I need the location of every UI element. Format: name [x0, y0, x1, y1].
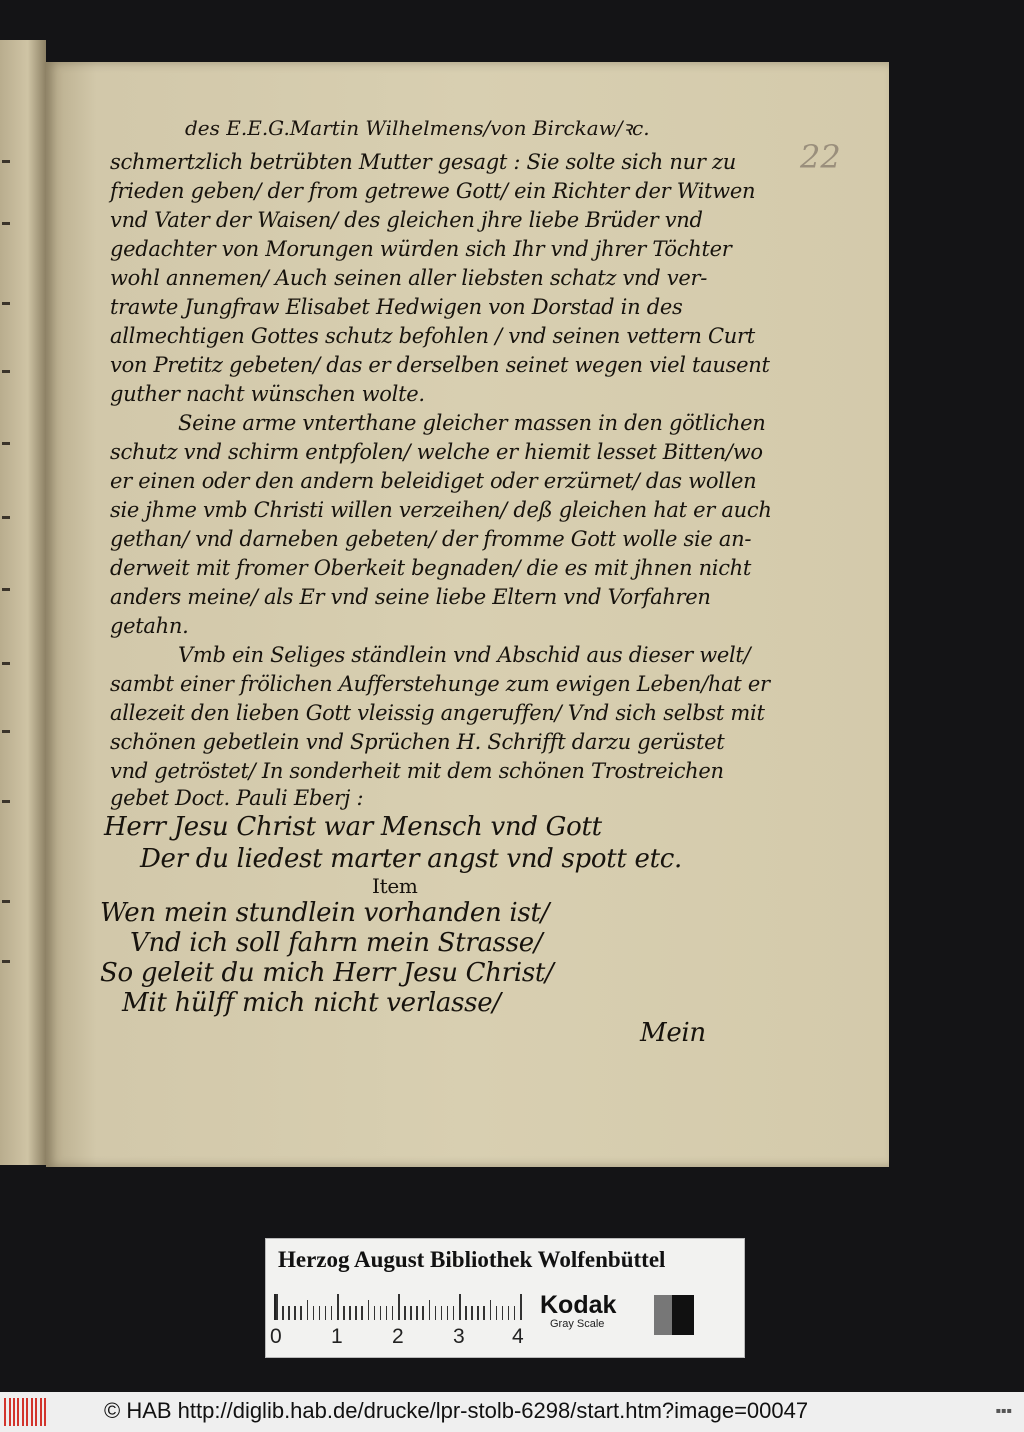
- text-line: gedachter von Morungen würden sich Ihr vnd jhrer Töchter: [110, 237, 732, 261]
- text-line: von Pretitz gebeten/ das er derselben seinet wegen viel tausent: [110, 353, 770, 377]
- footer-url[interactable]: © HAB http://diglib.hab.de/drucke/lpr-stolb-6298/start.htm?image=00047: [104, 1398, 809, 1423]
- logo-bar: [35, 1398, 37, 1426]
- logo-bar: [44, 1398, 46, 1426]
- ruler-tick: [453, 1306, 455, 1320]
- logo-bar: [40, 1398, 42, 1426]
- ruler-tick: [502, 1306, 504, 1320]
- text-line: schmertzlich betrübten Mutter gesagt : Sie solte sich nur zu: [110, 150, 736, 174]
- ruler-tick: [398, 1294, 400, 1320]
- ruler-tick: [325, 1306, 327, 1320]
- color-scale-card: [265, 1238, 745, 1358]
- ruler-tick: [337, 1294, 339, 1320]
- ruler-tick: [361, 1306, 363, 1320]
- ruler-tick: [282, 1306, 284, 1320]
- ruler-tick: [374, 1306, 376, 1320]
- ruler-tick: [386, 1306, 388, 1320]
- verse-line: So geleit du mich Herr Jesu Christ/: [100, 958, 554, 988]
- text-line: guther nacht wünschen wolte.: [110, 382, 425, 406]
- gray-scale-label: Gray Scale: [550, 1318, 605, 1330]
- logo-bar: [4, 1398, 6, 1426]
- text-line: derweit mit fromer Oberkeit begnaden/ die es mit jhnen nicht: [110, 556, 752, 580]
- hab-logo-icon: [4, 1398, 46, 1426]
- text-line: schutz vnd schirm entpfolen/ welche er hiemit lesset Bitten/wo: [110, 440, 763, 464]
- ruler-tick: [404, 1306, 406, 1320]
- ruler-tick: [508, 1306, 510, 1320]
- logo-bar: [9, 1398, 11, 1426]
- ruler-tick: [459, 1294, 461, 1320]
- ruler-tick: [477, 1306, 479, 1320]
- footer-bar: [0, 1392, 1024, 1432]
- verse-line: Der du liedest marter angst vnd spott etc.: [140, 844, 682, 874]
- verse-line: Vnd ich soll fahrn mein Strasse/: [130, 928, 543, 958]
- logo-bar: [17, 1398, 19, 1426]
- text-line: frieden geben/ der from getrewe Gott/ ein Richter der Witwen: [110, 179, 756, 203]
- ruler-number: 2: [392, 1325, 404, 1348]
- ruler-tick: [294, 1306, 296, 1320]
- ruler-tick: [313, 1306, 315, 1320]
- logo-bar: [22, 1398, 24, 1426]
- ruler-tick: [422, 1306, 424, 1320]
- ruler-number: 1: [331, 1325, 343, 1348]
- ruler-tick: [349, 1306, 351, 1320]
- text-line: wohl annemen/ Auch seinen aller liebsten schatz vnd ver-: [110, 266, 708, 290]
- text-line: schönen gebetlein vnd Sprüchen H. Schrifft darzu gerüstet: [110, 730, 725, 754]
- library-name: Herzog August Bibliothek Wolfenbüttel: [278, 1247, 666, 1272]
- ruler-tick: [520, 1294, 522, 1320]
- text-line: er einen oder den andern beleidiget oder erzürnet/ das wollen: [110, 469, 757, 493]
- verse-line: Wen mein stundlein vorhanden ist/: [100, 898, 550, 928]
- ruler-number: 3: [453, 1325, 465, 1348]
- logo-bar: [31, 1398, 33, 1426]
- ruler-tick: [514, 1306, 516, 1320]
- text-line: getahn.: [110, 614, 189, 638]
- ruler-tick: [288, 1306, 290, 1320]
- text-line: sie jhme vmb Christi willen verzeihen/ deß gleichen hat er auch: [110, 498, 772, 522]
- ruler-tick: [331, 1306, 333, 1320]
- ruler-tick: [355, 1306, 357, 1320]
- verse-line: Herr Jesu Christ war Mensch vnd Gott: [104, 812, 602, 842]
- ruler-tick: [343, 1306, 345, 1320]
- ruler-scale: [274, 1294, 526, 1320]
- ruler-tick: [447, 1306, 449, 1320]
- ruler-tick: [307, 1300, 309, 1320]
- ruler-number: 0: [270, 1325, 282, 1348]
- text-line: Seine arme vnterthane gleicher massen in den götlichen: [178, 411, 766, 435]
- text-line: sambt einer frölichen Aufferstehunge zum ewigen Leben/hat er: [110, 672, 770, 696]
- folio-number: 22: [800, 138, 841, 176]
- ruler-tick: [380, 1306, 382, 1320]
- text-line: allmechtigen Gottes schutz befohlen / vnd seinen vettern Curt: [110, 324, 755, 348]
- ruler-tick: [410, 1306, 412, 1320]
- ruler-tick: [465, 1306, 467, 1320]
- ruler-tick: [392, 1306, 394, 1320]
- ruler-tick: [441, 1306, 443, 1320]
- running-head: des E.E.G.Martin Wilhelmens/von Birckaw/ꝛc.: [185, 116, 650, 140]
- logo-bar: [26, 1398, 28, 1426]
- verse-line: Mit hülff mich nicht verlasse/: [122, 988, 501, 1018]
- black-swatch: [672, 1295, 694, 1335]
- text-line: trawte Jungfraw Elisabet Hedwigen von Dorstad in des: [110, 295, 683, 319]
- ruler-tick: [471, 1306, 473, 1320]
- text-line: gebet Doct. Pauli Eberj :: [110, 786, 364, 810]
- item-label: Item: [372, 874, 418, 898]
- ruler-tick: [368, 1300, 370, 1320]
- ruler-tick: [435, 1306, 437, 1320]
- ruler-tick: [483, 1306, 485, 1320]
- ruler-tick: [496, 1306, 498, 1320]
- catchword: Mein: [640, 1018, 706, 1048]
- kodak-logo: Kodak: [540, 1291, 617, 1319]
- ruler-number: 4: [512, 1325, 524, 1348]
- ruler-tick: [429, 1300, 431, 1320]
- ruler-tick: [416, 1306, 418, 1320]
- ruler-tick: [490, 1300, 492, 1320]
- text-line: gethan/ vnd darneben gebeten/ der fromme Gott wolle sie an-: [110, 527, 752, 551]
- gray-swatch: [654, 1295, 672, 1335]
- footer-dots: ▪▪▪: [995, 1406, 1012, 1415]
- ruler-tick: [319, 1306, 321, 1320]
- text-line: anders meine/ als Er vnd seine liebe Eltern vnd Vorfahren: [110, 585, 711, 609]
- logo-bar: [13, 1398, 15, 1426]
- text-line: Vmb ein Seliges ständlein vnd Abschid aus dieser welt/: [178, 643, 751, 667]
- text-line: vnd getröstet/ In sonderheit mit dem schönen Trostreichen: [110, 759, 724, 783]
- ruler-tick: [276, 1294, 278, 1320]
- facing-page-edge: [0, 40, 46, 1165]
- ruler-tick: [300, 1306, 302, 1320]
- text-line: vnd Vater der Waisen/ des gleichen jhre liebe Brüder vnd: [110, 208, 703, 232]
- text-line: allezeit den lieben Gott vleissig angeruffen/ Vnd sich selbst mit: [110, 701, 765, 725]
